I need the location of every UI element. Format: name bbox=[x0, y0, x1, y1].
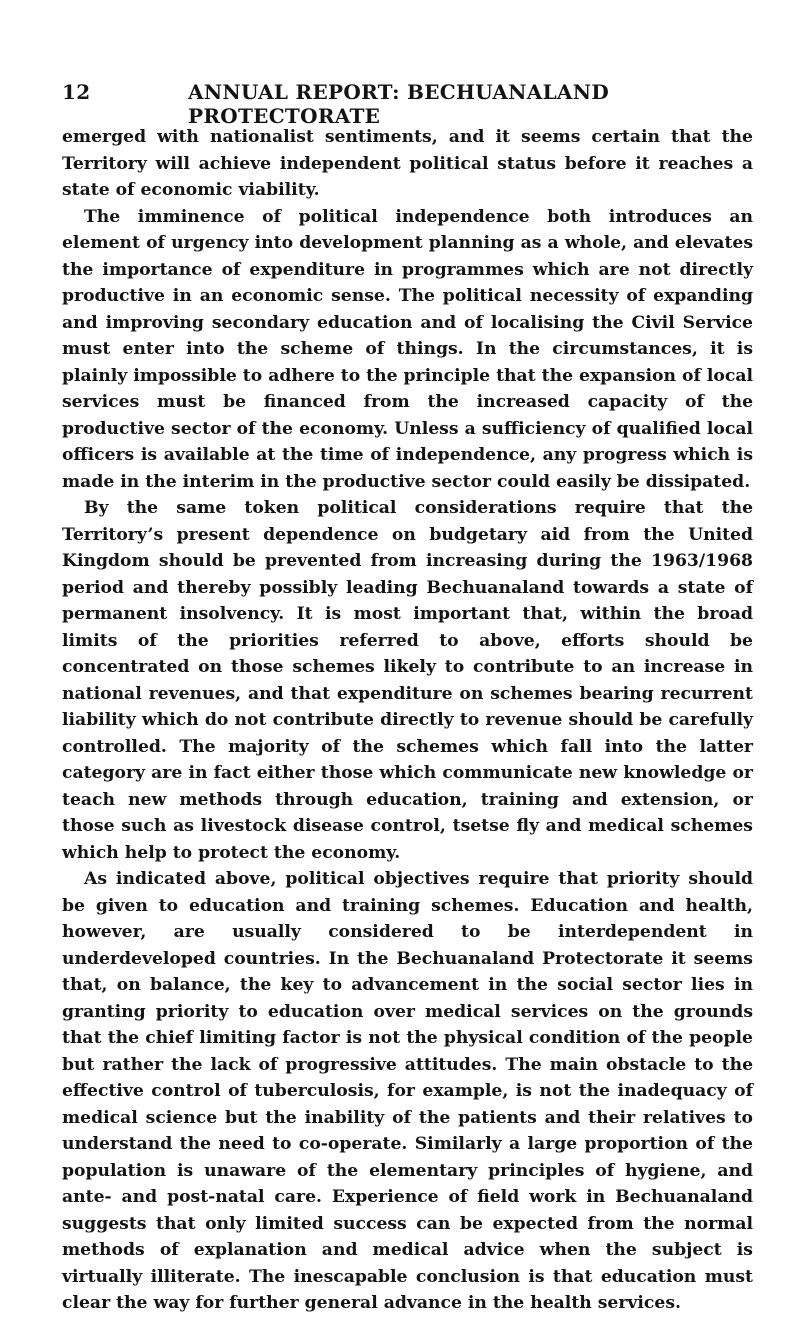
body-text bbox=[62, 124, 753, 1317]
paragraph-2: The imminence of political independence both introduces an element of urgency into development planning as a whole, and elevates the importance of expenditure in programmes which are not directly productive in an economic sense. The political necessity of expanding and improving secondary education and of localising the Civil Service must enter into the scheme of things. In the circumstances, it is plainly impossible to adhere to the principle that the expansion of local services must be financed from the increased capacity of the productive sector of the economy. Unless a sufficiency of qualified local officers is available at the time of independence, any progress which is made in the interim in the productive sector could easily be dissipated. bbox=[62, 206, 753, 492]
running-head: ANNUAL REPORT: BECHUANALAND PROTECTORATE bbox=[188, 80, 609, 128]
page-header bbox=[62, 80, 753, 128]
paragraph-1: emerged with nationalist sentiments, and it seems certain that the Territory will achieve independent political status before it reaches a state of economic viability. bbox=[62, 127, 753, 200]
paragraph-3: By the same token political considerations require that the Territory’s present dependence on budgetary aid from the United Kingdom should be prevented from increasing during the 1963/1968 period and thereby possibly leading Bechuanaland towards a state of permanent insolvency. It is most important that, within the broad limits of the priorities referred to above, efforts should be concentrated on those schemes likely to contribute to an increase in national revenues, and that expenditure on schemes bearing recurrent liability which do not contribute directly to revenue should be carefully controlled. The majority of the schemes which fall into the latter category are in fact either those which communicate new knowledge or teach new methods through education, training and extension, or those such as livestock disease control, tsetse fly and medical schemes which help to protect the economy. bbox=[62, 498, 753, 863]
page-number: 12 bbox=[62, 80, 91, 104]
paragraph-4: As indicated above, political objectives require that priority should be given to education and training schemes. Education and health, however, are usually considered to be interdependent in underdeveloped countries. In the Bechuanaland Protectorate it seems that, on balance, the key to advancement in the social sector lies in granting priority to education over medical services on the grounds that the chief limiting factor is not the physical condition of the people but rather the lack of progressive attitudes. The main obstacle to the effective control of tuberculosis, for example, is not the inadequacy of medical science but the inability of the patients and their relatives to understand the need to co-operate. Similarly a large proportion of the population is unaware of the elementary principles of hygiene, and ante- and post-natal care. Experience of field work in Bechuanaland suggests that only limited success can be expected from the normal methods of explanation and medical advice when the subject is virtually illiterate. The inescapable conclusion is that education must clear the way for further general advance in the health services. bbox=[62, 869, 753, 1313]
